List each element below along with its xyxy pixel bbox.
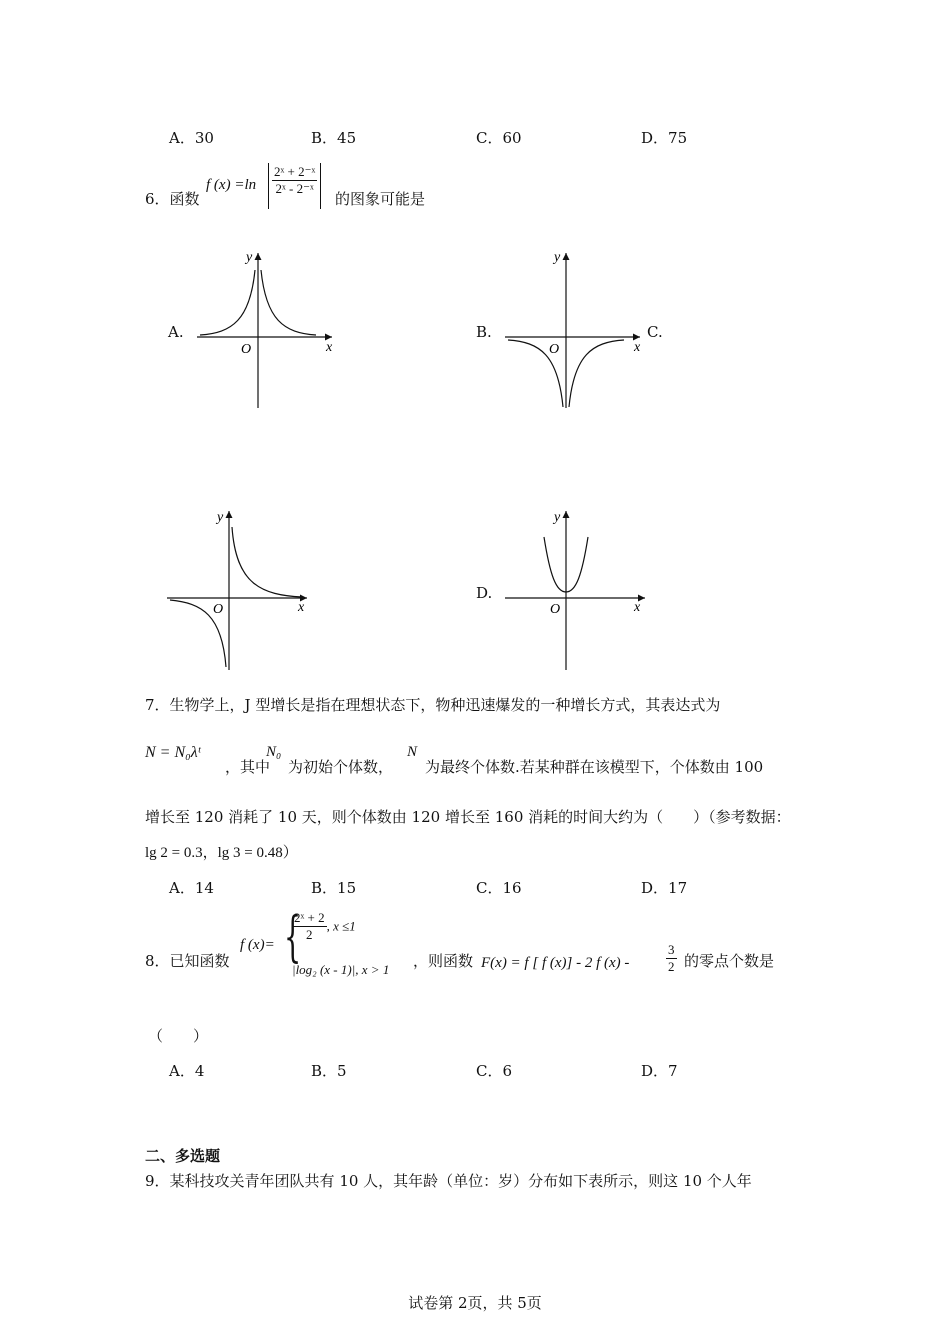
q7-n0: N₀ <box>266 744 282 760</box>
q6-label-b: B. <box>476 323 492 341</box>
q7-n: N <box>407 744 418 760</box>
q8-option-c: C．6 <box>476 1062 513 1080</box>
q7-option-a: A．14 <box>169 879 214 897</box>
q7-line4: lg 2 = 0.3，lg 3 = 0.48） <box>145 845 298 861</box>
q7-option-c: C．16 <box>476 879 522 897</box>
q8-prefix: 8．已知函数 <box>145 952 230 970</box>
graph-d-origin: O <box>550 602 561 617</box>
q6-label-a: A. <box>168 323 184 341</box>
graph-d-y-label: y <box>554 510 561 525</box>
graph-c-x-label: x <box>298 600 305 615</box>
graph-d <box>500 505 650 675</box>
q7-formula: N = N₀λᵗ <box>145 744 201 761</box>
q8-option-b: B．5 <box>311 1062 347 1080</box>
q8-option-d: D．7 <box>641 1062 678 1080</box>
q7-mid2: 为初始个体数， <box>288 758 394 776</box>
q6-label-d: D. <box>476 584 493 602</box>
q6-prefix: 6．函数 <box>145 190 200 208</box>
graph-b <box>500 245 650 415</box>
q5-option-c: C．60 <box>476 129 522 147</box>
q8-case1-cond: , x ≤1 <box>326 918 356 934</box>
q7-line1: 7．生物学上，J 型增长是指在理想状态下，物种迅速爆发的一种增长方式，其表达式为 <box>145 696 721 714</box>
q9-text: 9．某科技攻关青年团队共有 10 人，其年龄（单位：岁）分布如下表所示，则这 10 个人年 <box>145 1172 752 1190</box>
graph-a-y-label: y <box>246 250 253 265</box>
q8-paren: （ ） <box>148 1027 209 1045</box>
q7-line3: 增长至 120 消耗了 10 天，则个体数由 120 增长至 160 消耗的时间大约为（ ）（参考数据： <box>145 808 791 826</box>
q6-label-c: C. <box>647 323 663 341</box>
graph-b-x-label: x <box>634 340 641 355</box>
q8-case2: |log₂ (x - 1)|, x > 1 <box>292 962 390 977</box>
q8-frac-den: 2 <box>668 959 675 974</box>
q8-case1-den: 2 <box>306 927 313 942</box>
q6-frac-num: 2ˣ + 2⁻ˣ <box>274 164 316 179</box>
q8-suffix: 的零点个数是 <box>684 952 775 970</box>
q5-option-d: D．75 <box>641 129 688 147</box>
q8-frac-num: 3 <box>668 942 675 957</box>
q7-option-d: D．17 <box>641 879 688 897</box>
q8-case1 <box>292 910 356 943</box>
graph-a <box>192 245 342 415</box>
q8-case1-num: 2ˣ + 2 <box>294 910 325 925</box>
q7-mid3: 为最终个体数.若某种群在该模型下，个体数由 100 <box>425 758 764 776</box>
q8-mid: ，则函数 <box>413 952 474 970</box>
q8-brace: { <box>284 905 302 968</box>
q6-abs-fraction <box>268 163 321 209</box>
graph-b-origin: O <box>549 342 560 357</box>
graph-a-origin: O <box>241 342 252 357</box>
graph-c-y-label: y <box>217 510 224 525</box>
q6-suffix: 的图象可能是 <box>335 190 426 208</box>
section-title: 二、多选题 <box>145 1147 221 1165</box>
graph-d-x-label: x <box>634 600 641 615</box>
graph-c-origin: O <box>213 602 224 617</box>
q6-frac-den: 2ˣ - 2⁻ˣ <box>275 181 314 196</box>
q7-option-b: B．15 <box>311 879 357 897</box>
q6-func-lhs: f (x) =ln <box>206 177 257 193</box>
q7-mid1: ，其中 <box>225 758 271 776</box>
q8-f-lhs: f (x)= <box>240 937 275 953</box>
graph-a-x-label: x <box>326 340 333 355</box>
graph-c <box>162 505 312 675</box>
graph-b-y-label: y <box>554 250 561 265</box>
page-footer: 试卷第 2页，共 5页 <box>408 1294 542 1312</box>
q8-option-a: A．4 <box>169 1062 205 1080</box>
q5-option-a: A．30 <box>169 129 214 147</box>
q5-option-b: B．45 <box>311 129 357 147</box>
q8-F-expr: F(x) = f [ f (x)] - 2 f (x) - <box>481 955 630 971</box>
q8-frac <box>666 942 677 975</box>
